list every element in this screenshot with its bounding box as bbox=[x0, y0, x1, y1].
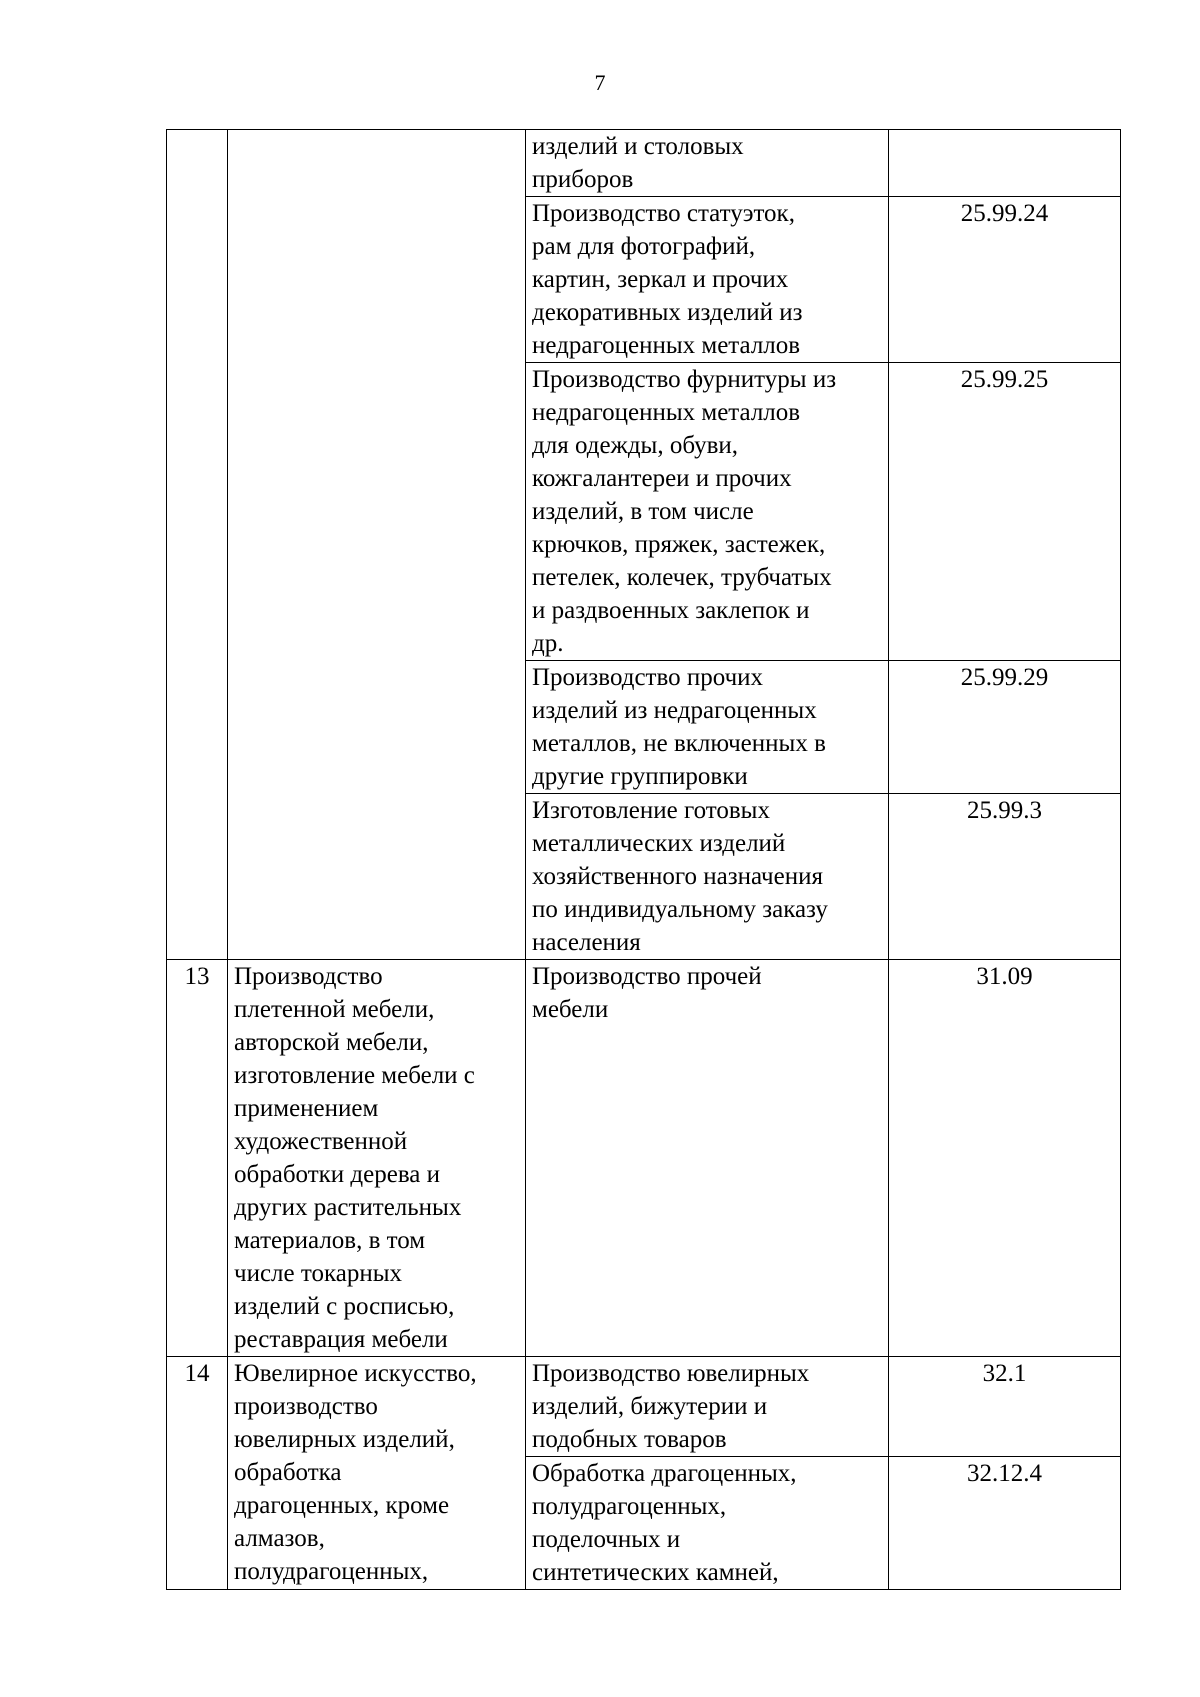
activity-cell: изделий и столовых приборов bbox=[526, 130, 889, 197]
okved-code-cell: 25.99.25 bbox=[889, 363, 1121, 661]
activity-cell: Производство фурнитуры из недрагоценных металлов для одежды, обуви, кожгалантереи и прочих изделий, в том числе крючков, пряжек, застежек, петелек, колечек, трубчатых и раздвоенных заклепок и др. bbox=[526, 363, 889, 661]
activity-cell: Производство прочих изделий из недрагоценных металлов, не включенных в другие группировки bbox=[526, 661, 889, 794]
okved-code-cell: 25.99.29 bbox=[889, 661, 1121, 794]
craft-name-cell: Производство плетенной мебели, авторской мебели, изготовление мебели с применением художественной обработки дерева и других растительных материалов, в том числе токарных изделий с росписью, реставрация мебели bbox=[228, 960, 526, 1357]
activity-cell: Изготовление готовых металлических изделий хозяйственного назначения по индивидуальному заказу населения bbox=[526, 794, 889, 960]
okved-code-cell: 25.99.24 bbox=[889, 197, 1121, 363]
okved-code-cell: 32.1 bbox=[889, 1357, 1121, 1457]
craft-name-cell: Ювелирное искусство, производство ювелирных изделий, обработка драгоценных, кроме алмазов, полудрагоценных, bbox=[228, 1357, 526, 1590]
activity-cell: Производство прочей мебели bbox=[526, 960, 889, 1357]
okved-code-cell bbox=[889, 130, 1121, 197]
activity-cell: Производство статуэток, рам для фотографий, картин, зеркал и прочих декоративных изделий из недрагоценных металлов bbox=[526, 197, 889, 363]
okved-code-cell: 25.99.3 bbox=[889, 794, 1121, 960]
okved-code-cell: 31.09 bbox=[889, 960, 1121, 1357]
row-number-cell bbox=[167, 130, 228, 960]
table-row bbox=[167, 1357, 1121, 1457]
row-number-cell: 14 bbox=[167, 1357, 228, 1590]
row-number-cell: 13 bbox=[167, 960, 228, 1357]
table-row bbox=[167, 130, 1121, 197]
craft-name-cell bbox=[228, 130, 526, 960]
activity-table bbox=[166, 129, 1121, 1590]
table-row bbox=[167, 960, 1121, 1357]
activity-cell: Производство ювелирных изделий, бижутерии и подобных товаров bbox=[526, 1357, 889, 1457]
okved-code-cell: 32.12.4 bbox=[889, 1457, 1121, 1590]
page-number: 7 bbox=[594, 70, 606, 95]
activity-cell: Обработка драгоценных, полудрагоценных, поделочных и синтетических камней, bbox=[526, 1457, 889, 1590]
